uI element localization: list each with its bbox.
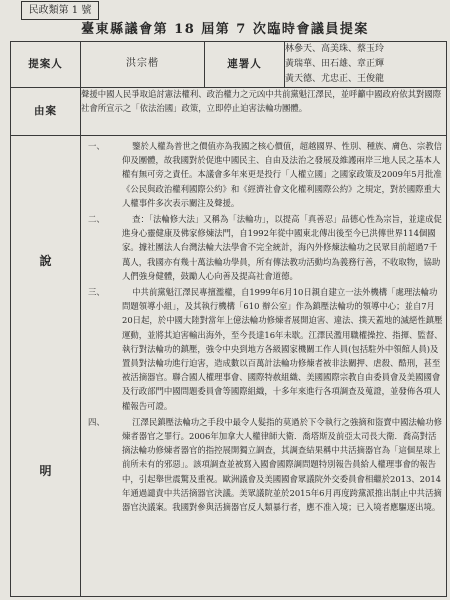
proposal-form-table: [10, 41, 447, 597]
cosigner-list: [285, 42, 447, 88]
explanation-label-cell: [11, 136, 81, 597]
cosigner-line: 黃瑞華、田石雄、章正輝: [285, 59, 385, 69]
explanation-section: [81, 139, 446, 210]
reason-text: 聲援中國人民爭取追討憲法權利、政治權力之元凶中共前黨魁江澤民，並呼籲中國政府依其對國際社會所宣示之「依法治國」政策，立即停止迫害法輪功團體。: [81, 88, 447, 136]
section-text: 查：「法輪修大法」又稱為「法輪功」，以提高「真善忍」品德心性為宗旨，並達成促進身心靈健康及佛家修煉法門，自1992年從中國東北傳出後至今已洪傳世界114個國家。據社團法人台灣法輪大法學會不完全統計，海內外修煉法輪功之民眾目前超過7千萬人，我國亦有幾十萬法輪功學員，所有傳法教功活動均為義務行善，不收取物，協助人們強身健體，鼓勵人心向善及提高社會道德。: [122, 214, 442, 281]
explanation-label-char: 說: [39, 253, 52, 268]
explanation-section: [81, 212, 446, 283]
document-title: 臺東縣議會第 18 屆第 7 次臨時會議員提案: [81, 22, 369, 37]
section-number: 一、: [88, 141, 105, 151]
reason-label: 由案: [11, 88, 81, 136]
explanation-body: [81, 136, 447, 597]
section-text: 中共前黨魁江澤民專擅濫權，自1999年6月10日親自建立一法外機構「處理法輪功問題領導小組」，及其執行機構「610 辦公室」作為鎮壓法輪功的領導中心；並自7月20日起，於中國大陸對當年上億法輪功修煉者展開迫害、違法、撲天蓋地的滅絕性鎮壓運動，並將其迫害輸出海外，至今長達16年未歇。江澤民濫用職權操控、指揮、監督、執行對法輪功的鎮壓，強令中央到地方各級國家機關工作人員(包括駐外中領館人員)及置員對法輪功進行迫害，造成數以百萬計法輪功修煉者被非法關押、虐殺、酷刑，甚至被活摘器官。聯合國人權理事會、國際特赦組織、美國國際宗教自由委員會及美國國會及行政部門中國問題委員會等國際組織，十多年來進行各項調查及蒐證，並發佈各項人權報告可證。: [122, 287, 443, 411]
explanation-label: [38, 156, 54, 576]
section-number: 四、: [88, 416, 105, 427]
section-text: 江澤民鎮壓法輪功之手段中最令人髮指的莫過於下令執行之強摘和盜賣中國法輪功修煉者器官之罪行。2006年加拿大人權律師大衛．喬塔斯及前亞太司長大衛．喬高對活摘法輪功修煉者器官的指控展開獨立調查，其調查結果稱中共活摘器官為「這個星球上前所未有的邪惡」。該項調查並被寫入國會國際調問題特別報告員給人權理事會的報告中，引起舉世震驚及重視。歐洲議會及美國國會眾議院外交委員會相繼於2013、2014年通過譴責中共活摘器官決議。美眾議院並於2015年6月再度跨黨派推出制止中共活摘器官決議案。我國對參與活摘器官反人類暴行者，應不准入境；已入境者應驅逐出境。: [122, 416, 442, 513]
cosigner-line: 黃天德、尤忠正、王俊龍: [285, 74, 385, 84]
cosigner-line: 林參天、高美珠、蔡玉玲: [285, 44, 385, 54]
section-number: 三、: [88, 287, 105, 298]
explanation-section: [81, 285, 446, 413]
section-text: 鑒於人權為普世之價值亦為我國之核心價值，超越國界、性別、種族、膚色、宗教信仰及團體，故我國對於促進中國民主、自由及法治之發展及維護兩岸三地人民之基本人權有無可旁之責任。本議會多年來更是投行「人權立國」之國家政策及2009年5月批准《公民與政治權利國際公約》和《經濟社會文化權利國際公約》之規定，對於國際重大人權事件多次表示關注及聲援。: [122, 141, 442, 208]
explanation-label-char: 明: [39, 463, 52, 478]
cosigner-label: 連署人: [205, 42, 285, 88]
proposer-label: 提案人: [11, 42, 81, 88]
section-number: 二、: [88, 214, 105, 225]
proposer-name: 洪宗楷: [81, 42, 205, 88]
document-number: 民政類第 1 號: [21, 1, 99, 20]
explanation-section: [81, 415, 446, 514]
